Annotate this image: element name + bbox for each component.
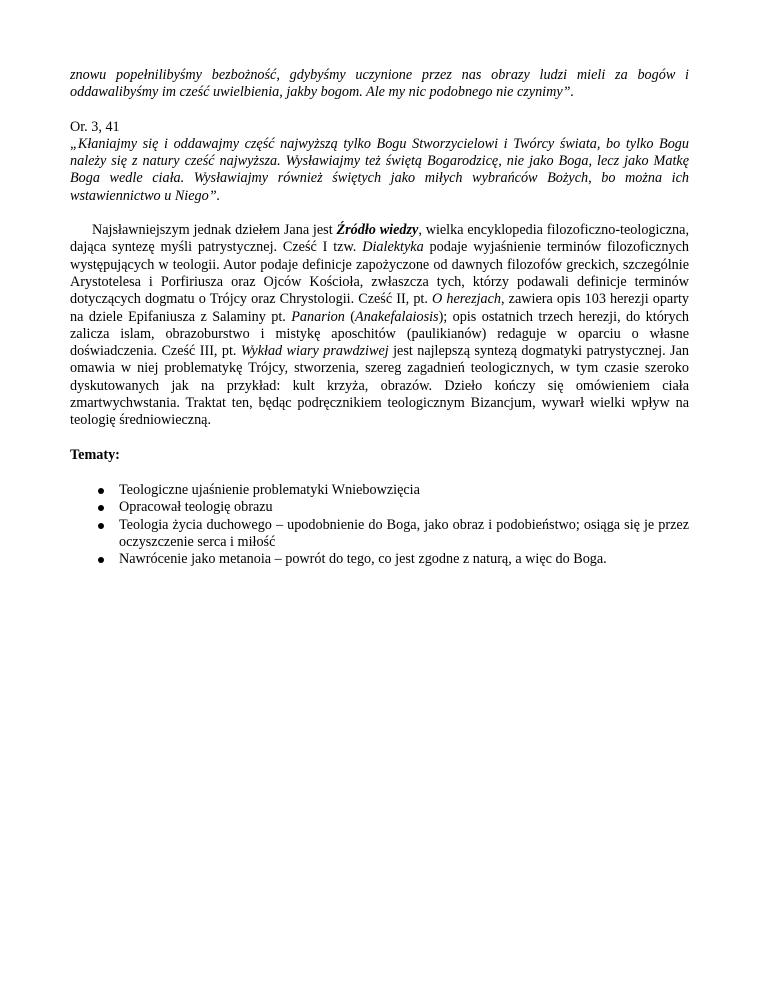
main-paragraph xyxy=(70,222,689,430)
topics-heading: Tematy: xyxy=(70,446,120,463)
text-run: ( xyxy=(344,308,356,325)
second-quote: „Kłaniajmy się i oddawajmy część najwyższą tylko Bogu Stworzycielowi i Twórcy świata, bo tylko Bogu należy się z natury cześć najwyższa. Wysławiajmy też świętą Bogarodzicę, nie jako Boga, lecz jako Matkę Boga wedle ciała. Wysławiajmy również świętych jako miłych wybrańców Bożych, bo można ich wstawiennictwo u Niego”. xyxy=(70,135,689,204)
list-item: Teologiczne ujaśnienie problematyki Wniebowzięcia xyxy=(70,482,689,499)
list-item: Opracował teologię obrazu xyxy=(70,499,689,516)
anakefalaiosis-title: Anakefalaiosis xyxy=(355,308,439,325)
text-run: jest najlepszą syntezą dogmatyki patrystycznej. Jan omawia w niej problematykę Trójcy, stworzenia, szereg zagadnień teologicznych, w tym czasie szeroko dyskutowanych jak na przykład: kult krzyża, obrazów. Dzieło kończy się omówieniem ciała zmartwychwstania. Traktat ten, będąc podręcznikiem teologicznym Bizancjum, wywarł wielki wpływ na teologię średniowieczną. xyxy=(70,343,689,429)
list-item: Nawrócenie jako metanoia – powrót do tego, co jest zgodne z naturą, a więc do Boga. xyxy=(70,551,689,568)
text-run: , wielka encyklopedia filozoficzno-teologiczna, dająca syntezę myśli patrystycznej. Cześć I tzw. xyxy=(70,222,689,256)
topics-list xyxy=(70,482,689,568)
part3-title: Wykład wiary prawdziwej xyxy=(240,343,389,360)
quote-reference: Or. 3, 41 xyxy=(70,118,120,135)
intro-quote: znowu popełnilibyśmy bezbożność, gdybyśmy uczynione przez nas obrazy ludzi mieli za bogów i oddawalibyśmy im cześć uwielbienia, jakby bogom. Ale my nic podobnego nie czynimy”. xyxy=(70,67,689,101)
part2-title: O herezjach xyxy=(432,291,502,308)
spacer xyxy=(70,205,689,222)
list-item: Teologia życia duchowego – upodobnienie do Boga, jako obraz i podobieństwo; osiąga się je przez oczyszczenie serca i miłość xyxy=(70,517,689,552)
part1-title: Dialektyka xyxy=(362,239,424,256)
document-page xyxy=(70,67,689,568)
text-run: Najsławniejszym jednak dziełem Jana jest xyxy=(92,222,337,239)
text-run: podaje wyjaśnienie terminów filozoficznych występujących w teologii. Autor podaje definicje zapożyczone od dawnych filozofów greckich, szczególnie Arystotelesa i Porfiriusza oraz Ojców Kościoła, zwłaszcza tych, którzy podawali definicje terminów dotyczących dogmatu o Trójcy oraz Chrystologii. Cześć II, pt. xyxy=(70,239,689,308)
work-title: Źródło wiedzy xyxy=(336,222,419,239)
text-run: , zawiera opis 103 herezji oparty na dziele Epifaniusza z Salaminy pt. xyxy=(70,291,689,325)
text-run: ); opis ostatnich trzech herezji, do których zalicza islam, obrazoburstwo i mistykę aposchitów (paulikianów) redaguje w oparciu o własne doświadczenia. Cześć III, pt. xyxy=(70,308,689,360)
panarion-title: Panarion xyxy=(291,308,345,325)
spacer xyxy=(70,102,689,119)
